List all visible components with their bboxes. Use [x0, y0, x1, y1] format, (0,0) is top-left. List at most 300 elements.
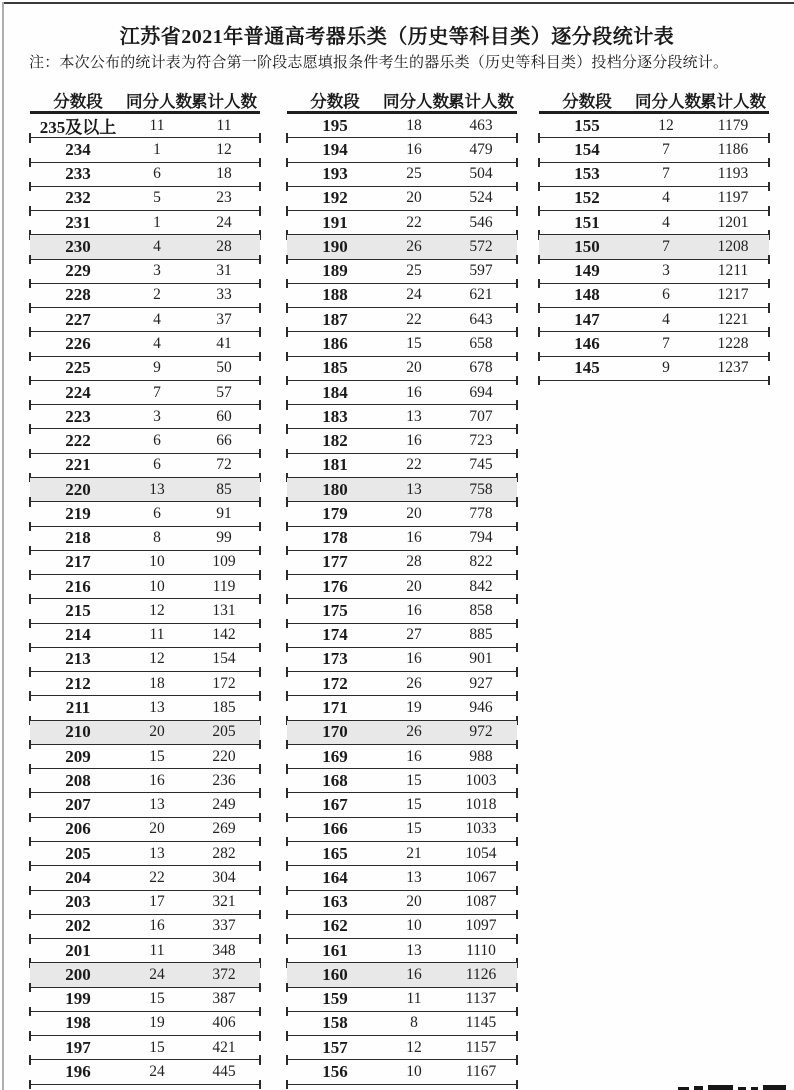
same-score-count-cell: 20 [406, 189, 422, 207]
cumulative-count-cell: 1018 [465, 796, 497, 814]
same-score-count-cell: 22 [149, 868, 165, 886]
cumulative-count-cell: 99 [216, 529, 232, 547]
same-score-count-cell: 20 [149, 723, 165, 741]
score-band-cell: 216 [65, 576, 91, 596]
cumulative-count-cell: 66 [216, 432, 232, 450]
cumulative-count-cell: 57 [216, 383, 232, 401]
cumulative-count-cell: 33 [216, 286, 232, 304]
table-row [287, 284, 517, 308]
same-score-count-cell: 16 [406, 747, 422, 765]
table-row [287, 842, 517, 866]
cumulative-count-cell: 337 [212, 917, 236, 935]
score-band-cell: 219 [65, 503, 91, 523]
same-score-count-cell: 20 [406, 359, 422, 377]
table-row [287, 260, 517, 284]
cumulative-count-cell: 572 [469, 237, 493, 255]
score-band-cell: 218 [65, 528, 91, 548]
cumulative-count-cell: 1033 [465, 820, 497, 838]
same-score-count-cell: 16 [406, 601, 422, 619]
page-title: 江苏省2021年普通高考器乐类（历史等科目类）逐分段统计表 [119, 26, 675, 48]
score-band-cell: 195 [322, 115, 348, 135]
cumulative-count-cell: 678 [469, 359, 493, 377]
same-score-count-cell: 3 [662, 262, 670, 280]
table-row [287, 551, 517, 575]
same-score-count-cell: 13 [149, 699, 165, 716]
table-header [287, 88, 517, 114]
cumulative-count-cell: 988 [469, 747, 493, 765]
score-band-cell: 225 [65, 358, 91, 378]
cumulative-count-cell: 421 [212, 1038, 236, 1056]
same-score-count-cell: 20 [406, 504, 422, 522]
cumulative-count-cell: 269 [212, 820, 236, 838]
same-score-count-cell: 5 [153, 189, 161, 207]
header-cumulative-count: 累计人数 [191, 91, 257, 111]
cumulative-count-cell: 822 [469, 553, 493, 571]
score-band-cell: 210 [65, 722, 91, 742]
score-band-cell: 196 [65, 1061, 91, 1081]
cumulative-count-cell: 41 [216, 335, 232, 353]
table-row [287, 114, 517, 138]
note-text: 注：本次公布的统计表为符合第一阶段志愿填报条件考生的器乐类（历史等科目类）投档分逐分段统计。 [29, 55, 729, 71]
cumulative-count-cell: 1179 [717, 116, 749, 134]
score-band-cell: 172 [322, 673, 348, 693]
cumulative-count-cell: 1221 [717, 310, 749, 328]
cumulative-count-cell: 707 [469, 407, 493, 425]
table-row [30, 260, 260, 284]
table-row [287, 211, 517, 235]
table-row [287, 672, 517, 696]
table-row [287, 866, 517, 890]
table-row [287, 429, 517, 453]
score-band-cell: 187 [322, 309, 348, 329]
table-row [539, 211, 769, 235]
score-band-cell: 232 [65, 188, 91, 208]
same-score-count-cell: 16 [406, 529, 422, 547]
same-score-count-cell: 20 [406, 577, 422, 595]
cumulative-count-cell: 1167 [465, 1062, 497, 1080]
score-band-cell: 204 [65, 867, 91, 887]
cumulative-count-cell: 119 [212, 577, 236, 595]
cumulative-count-cell: 387 [212, 990, 236, 1008]
same-score-count-cell: 26 [406, 237, 422, 255]
score-band-cell: 203 [65, 892, 91, 912]
same-score-count-cell: 16 [149, 917, 165, 935]
same-score-count-cell: 19 [149, 1014, 165, 1032]
same-score-count-cell: 7 [153, 383, 161, 401]
score-band-cell: 167 [322, 795, 348, 815]
table-row [30, 114, 260, 138]
cumulative-count-cell: 745 [469, 456, 493, 474]
table-row [30, 624, 260, 648]
table-row [30, 891, 260, 915]
score-band-cell: 178 [322, 528, 348, 548]
header-score-band: 分数段 [310, 91, 360, 111]
score-band-cell: 148 [574, 285, 600, 305]
cumulative-count-cell: 1145 [465, 1014, 497, 1032]
header-same-score-count: 同分人数 [383, 91, 449, 111]
same-score-count-cell: 10 [406, 1062, 422, 1080]
table-row [287, 1012, 517, 1036]
score-band-cell: 147 [574, 309, 600, 329]
table-row [287, 138, 517, 162]
same-score-count-cell: 6 [153, 165, 161, 183]
table-body [287, 114, 517, 1085]
table-row [30, 138, 260, 162]
table-row [30, 696, 260, 720]
score-band-cell: 154 [574, 139, 600, 159]
cumulative-count-cell: 109 [212, 553, 236, 571]
table-row [30, 478, 260, 502]
score-band-cell: 200 [65, 964, 91, 984]
cumulative-count-cell: 60 [216, 407, 232, 425]
table-row [539, 308, 769, 332]
table-row [287, 769, 517, 793]
cumulative-count-cell: 658 [469, 335, 493, 353]
table-row [287, 1060, 517, 1084]
same-score-count-cell: 4 [153, 237, 161, 255]
cumulative-count-cell: 524 [469, 189, 493, 207]
score-band-cell: 198 [65, 1013, 91, 1033]
score-band-cell: 223 [65, 406, 91, 426]
cumulative-count-cell: 621 [469, 286, 493, 304]
cumulative-count-cell: 842 [469, 577, 493, 595]
score-band-cell: 176 [322, 576, 348, 596]
same-score-count-cell: 16 [406, 650, 422, 668]
cumulative-count-cell: 1228 [717, 335, 749, 353]
cumulative-count-cell: 972 [469, 723, 493, 741]
tables-container [30, 88, 769, 1085]
cumulative-count-cell: 758 [469, 480, 493, 498]
score-band-cell: 149 [574, 261, 600, 281]
cumulative-count-cell: 142 [212, 626, 236, 644]
cumulative-count-cell: 643 [469, 310, 493, 328]
table-row [539, 260, 769, 284]
score-band-cell: 177 [322, 552, 348, 572]
same-score-count-cell: 11 [149, 626, 165, 644]
table-row [30, 381, 260, 405]
same-score-count-cell: 13 [406, 480, 422, 498]
cumulative-count-cell: 220 [212, 747, 236, 765]
same-score-count-cell: 1 [153, 213, 161, 231]
same-score-count-cell: 16 [406, 432, 422, 450]
score-band-cell: 214 [65, 625, 91, 645]
cumulative-count-cell: 406 [212, 1014, 236, 1032]
score-band-cell: 207 [65, 795, 91, 815]
same-score-count-cell: 16 [406, 965, 422, 983]
same-score-count-cell: 15 [149, 990, 165, 1008]
header-cumulative-count: 累计人数 [448, 91, 514, 111]
table-row [287, 963, 517, 987]
cumulative-count-cell: 794 [469, 529, 493, 547]
score-band-cell: 180 [322, 479, 348, 499]
cumulative-count-cell: 504 [469, 165, 493, 183]
table-row [287, 988, 517, 1012]
same-score-count-cell: 10 [149, 553, 165, 571]
same-score-count-cell: 6 [153, 432, 161, 450]
table-row [287, 405, 517, 429]
score-band-cell: 229 [65, 261, 91, 281]
cumulative-count-cell: 1237 [717, 359, 749, 377]
score-band-cell: 145 [574, 358, 600, 378]
same-score-count-cell: 21 [406, 844, 422, 862]
cumulative-count-cell: 50 [216, 359, 232, 377]
table-body [30, 114, 260, 1085]
same-score-count-cell: 2 [153, 286, 161, 304]
table-row [30, 915, 260, 939]
table-row [30, 187, 260, 211]
table-row [30, 1036, 260, 1060]
same-score-count-cell: 12 [149, 601, 165, 619]
score-band-cell: 175 [322, 600, 348, 620]
cumulative-count-cell: 185 [212, 699, 236, 716]
table-row [30, 308, 260, 332]
same-score-count-cell: 15 [406, 796, 422, 814]
score-band-cell: 193 [322, 164, 348, 184]
cumulative-count-cell: 372 [212, 965, 236, 983]
score-band-cell: 162 [322, 916, 348, 936]
same-score-count-cell: 10 [149, 577, 165, 595]
score-band-cell: 211 [65, 698, 91, 717]
cumulative-count-cell: 72 [216, 456, 232, 474]
score-band-cell: 166 [322, 819, 348, 839]
same-score-count-cell: 25 [406, 165, 422, 183]
table-row [287, 357, 517, 381]
table-row [539, 235, 769, 259]
table-row [30, 745, 260, 769]
same-score-count-cell: 15 [406, 820, 422, 838]
cumulative-count-cell: 154 [212, 650, 236, 668]
score-band-cell: 161 [322, 940, 348, 960]
same-score-count-cell: 7 [662, 237, 670, 255]
same-score-count-cell: 22 [406, 213, 422, 231]
score-band-cell: 209 [65, 746, 91, 766]
cumulative-count-cell: 885 [469, 626, 493, 644]
score-band-cell: 157 [322, 1037, 348, 1057]
table-row [30, 988, 260, 1012]
same-score-count-cell: 27 [406, 626, 422, 644]
same-score-count-cell: 22 [406, 310, 422, 328]
cumulative-count-cell: 348 [212, 941, 236, 959]
table-row [30, 163, 260, 187]
score-band-cell: 151 [574, 212, 600, 232]
cumulative-count-cell: 24 [216, 213, 232, 231]
cumulative-count-cell: 1197 [717, 189, 749, 207]
table-row [30, 769, 260, 793]
same-score-count-cell: 13 [149, 844, 165, 862]
table-row [287, 308, 517, 332]
same-score-count-cell: 8 [153, 529, 161, 547]
cumulative-count-cell: 1126 [465, 965, 497, 983]
same-score-count-cell: 4 [153, 310, 161, 328]
table-header [539, 88, 769, 114]
score-band-cell: 169 [322, 746, 348, 766]
header-same-score-count: 同分人数 [635, 91, 701, 111]
score-table-2 [287, 88, 517, 1085]
same-score-count-cell: 26 [406, 674, 422, 692]
score-band-cell: 163 [322, 892, 348, 912]
table-row [287, 939, 517, 963]
score-band-cell: 152 [574, 188, 600, 208]
table-row [30, 332, 260, 356]
cumulative-count-cell: 858 [469, 601, 493, 619]
cumulative-count-cell: 1217 [717, 286, 749, 304]
same-score-count-cell: 24 [149, 1062, 165, 1080]
same-score-count-cell: 26 [406, 723, 422, 741]
score-band-cell: 233 [65, 164, 91, 184]
cumulative-count-cell: 927 [469, 674, 493, 692]
table-row [287, 915, 517, 939]
cumulative-count-cell: 1186 [717, 140, 749, 158]
score-band-cell: 185 [322, 358, 348, 378]
table-row [30, 527, 260, 551]
table-row [287, 745, 517, 769]
table-row [30, 357, 260, 381]
same-score-count-cell: 6 [153, 504, 161, 522]
score-band-cell: 173 [322, 649, 348, 669]
cumulative-count-cell: 31 [216, 262, 232, 280]
same-score-count-cell: 24 [406, 286, 422, 304]
score-table-1 [30, 88, 260, 1085]
same-score-count-cell: 8 [410, 1014, 418, 1032]
cumulative-count-cell: 85 [216, 480, 232, 498]
same-score-count-cell: 15 [406, 771, 422, 789]
cumulative-count-cell: 479 [469, 140, 493, 158]
table-row [287, 648, 517, 672]
same-score-count-cell: 20 [406, 893, 422, 911]
watermark-fragment [694, 1086, 703, 1090]
table-row [30, 599, 260, 623]
same-score-count-cell: 12 [149, 650, 165, 668]
cumulative-count-cell: 1137 [465, 990, 497, 1008]
same-score-count-cell: 22 [406, 456, 422, 474]
cumulative-count-cell: 205 [212, 723, 236, 741]
cumulative-count-cell: 1208 [717, 237, 749, 255]
score-band-cell: 230 [65, 236, 91, 256]
cumulative-count-cell: 694 [469, 383, 493, 401]
table-row [30, 818, 260, 842]
cumulative-count-cell: 1110 [466, 941, 496, 959]
score-band-cell: 170 [322, 722, 348, 742]
table-row [287, 381, 517, 405]
score-band-cell: 153 [574, 164, 600, 184]
same-score-count-cell: 28 [406, 553, 422, 571]
table-row [30, 429, 260, 453]
cumulative-count-cell: 321 [212, 893, 236, 911]
same-score-count-cell: 13 [149, 796, 165, 814]
table-row [287, 818, 517, 842]
same-score-count-cell: 13 [406, 868, 422, 886]
table-row [30, 551, 260, 575]
score-band-cell: 184 [322, 382, 348, 402]
score-band-cell: 190 [322, 236, 348, 256]
score-band-cell: 155 [574, 115, 600, 135]
table-row [287, 793, 517, 817]
score-band-cell: 215 [65, 600, 91, 620]
score-band-cell: 159 [322, 989, 348, 1009]
top-border-line [2, 2, 794, 4]
header-score-band: 分数段 [53, 91, 103, 111]
cumulative-count-cell: 37 [216, 310, 232, 328]
same-score-count-cell: 9 [662, 359, 670, 377]
cumulative-count-cell: 463 [469, 116, 493, 134]
cumulative-count-cell: 901 [469, 650, 493, 668]
same-score-count-cell: 11 [149, 941, 165, 959]
score-band-cell: 160 [322, 964, 348, 984]
same-score-count-cell: 15 [149, 1038, 165, 1056]
score-band-cell: 197 [65, 1037, 91, 1057]
table-row [287, 187, 517, 211]
same-score-count-cell: 6 [153, 456, 161, 474]
cumulative-count-cell: 445 [212, 1062, 236, 1080]
score-band-cell: 217 [65, 552, 91, 572]
same-score-count-cell: 16 [406, 383, 422, 401]
table-row [30, 866, 260, 890]
table-row [287, 721, 517, 745]
score-band-cell: 146 [574, 334, 600, 354]
left-border-line [2, 2, 4, 1090]
cumulative-count-cell: 131 [212, 601, 236, 619]
cumulative-count-cell: 28 [216, 237, 232, 255]
cumulative-count-cell: 1087 [465, 893, 497, 911]
cumulative-count-cell: 778 [469, 504, 493, 522]
score-band-cell: 220 [65, 479, 91, 499]
score-band-cell: 188 [322, 285, 348, 305]
score-table-3 [539, 88, 769, 1085]
same-score-count-cell: 4 [662, 189, 670, 207]
same-score-count-cell: 3 [153, 407, 161, 425]
same-score-count-cell: 1 [153, 140, 161, 158]
table-row [287, 454, 517, 478]
header-same-score-count: 同分人数 [126, 91, 192, 111]
table-row [30, 721, 260, 745]
cumulative-count-cell: 723 [469, 432, 493, 450]
score-band-cell: 226 [65, 334, 91, 354]
score-band-cell: 201 [65, 940, 91, 960]
table-row [287, 624, 517, 648]
score-band-cell: 171 [322, 698, 348, 717]
same-score-count-cell: 18 [406, 116, 422, 134]
table-row [30, 1012, 260, 1036]
score-band-cell: 205 [65, 843, 91, 863]
score-band-cell: 150 [574, 236, 600, 256]
cumulative-count-cell: 236 [212, 771, 236, 789]
table-row [287, 696, 517, 720]
score-band-cell: 186 [322, 334, 348, 354]
same-score-count-cell: 11 [406, 990, 422, 1008]
table-row [30, 672, 260, 696]
score-band-cell: 235及以上 [39, 118, 117, 138]
table-row [539, 357, 769, 381]
same-score-count-cell: 4 [153, 335, 161, 353]
table-row [287, 478, 517, 502]
table-row [30, 793, 260, 817]
same-score-count-cell: 7 [662, 335, 670, 353]
score-band-cell: 189 [322, 261, 348, 281]
score-band-cell: 212 [65, 673, 91, 693]
same-score-count-cell: 4 [662, 310, 670, 328]
cumulative-count-cell: 1054 [465, 844, 497, 862]
table-row [539, 187, 769, 211]
cropped-watermark [678, 1085, 786, 1090]
table-row [30, 939, 260, 963]
table-row [539, 163, 769, 187]
table-row [30, 1060, 260, 1084]
cumulative-count-cell: 282 [212, 844, 236, 862]
same-score-count-cell: 15 [149, 747, 165, 765]
cumulative-count-cell: 249 [212, 796, 236, 814]
same-score-count-cell: 19 [406, 699, 422, 716]
table-row [539, 284, 769, 308]
